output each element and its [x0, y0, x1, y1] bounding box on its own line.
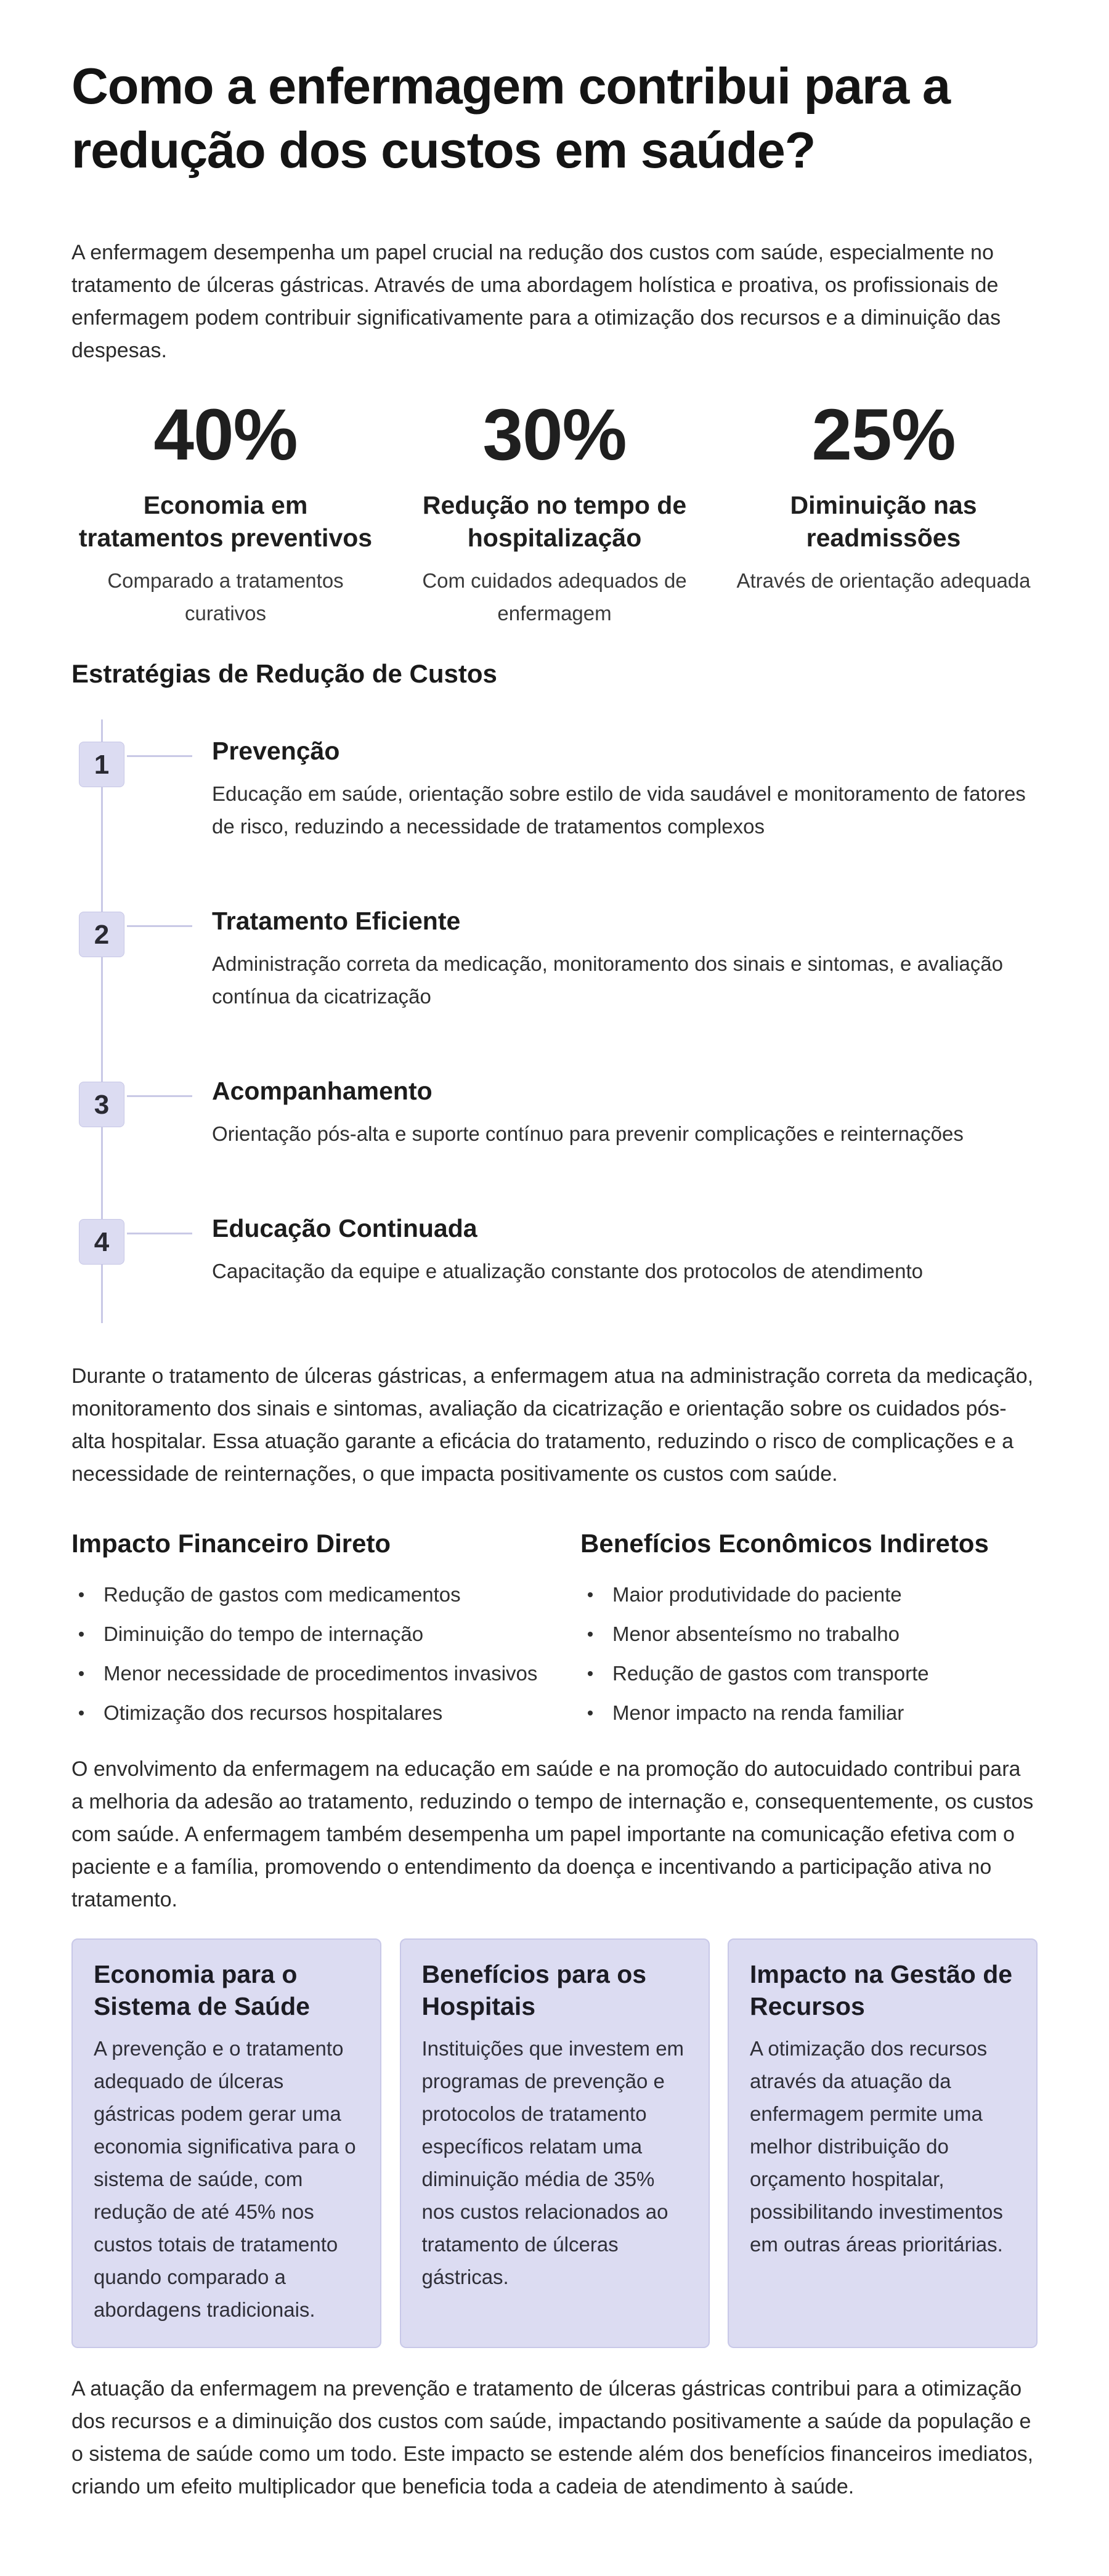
education-paragraph: O envolvimento da enfermagem na educação em saúde e na promoção do autocuidado contribui para a melhoria da adesão ao tratamento, reduzindo o tempo de internação e, consequentemente, os custos com saúde. A enfermagem também desempenha um papel importante na comunicação efetiva com o paciente e a família, promovendo o entendimento da doença e incentivando a participação ativa no tratamento. [71, 1757, 1034, 1911]
column-heading: Benefícios Econômicos Indiretos [580, 1529, 989, 1558]
card-text: Instituições que investem em programas de prevenção e protocolos de tratamento específicos relatam uma diminuição média de 35% nos custos relacionados ao tratamento de úlceras gástricas. [421, 2037, 684, 2288]
stat-value: 30% [482, 394, 627, 476]
step-connector [127, 1095, 192, 1097]
bullet-list [71, 1578, 580, 1729]
closing-paragraph: A atuação da enfermagem na prevenção e tratamento de úlceras gástricas contribui para a otimização dos recursos e a diminuição dos custos com saúde, impactando positivamente a saúde da população e o sistema de saúde como um todo. Este impacto se estende além dos benefícios financeiros imediatos, criando um efeito multiplicador que beneficia toda a cadeia de atendimento à saúde. [71, 2377, 1034, 2498]
step-connector [127, 925, 192, 927]
direct-impact-column [71, 1526, 580, 1736]
stat-hospitalization [400, 392, 709, 630]
step-description: Capacitação da equipe e atualização constante dos protocolos de atendimento [212, 1260, 923, 1282]
card-hospital-benefits [400, 1938, 710, 2348]
step-description: Educação em saúde, orientação sobre estilo de vida saudável e monitoramento de fatores de risco, reduzindo a necessidade de tratamentos complexos [212, 782, 1026, 838]
step-number-badge: 1 [79, 742, 124, 787]
card-text: A prevenção e o tratamento adequado de úlceras gástricas podem gerar uma economia significativa para o sistema de saúde, com redução de até 45% nos custos totais de tratamento quando comparado a abordagens tradicionais. [94, 2037, 356, 2321]
step-number-badge: 4 [79, 1219, 124, 1265]
card-title: Benefícios para os Hospitais [421, 1960, 647, 2020]
list-item: Redução de gastos com transporte [580, 1657, 1038, 1690]
step-title: Educação Continuada [212, 1214, 477, 1242]
step-connector [127, 755, 192, 757]
strategies-heading: Estratégias de Redução de Custos [71, 659, 497, 688]
card-health-system-savings [71, 1938, 381, 2348]
indirect-benefits-column [580, 1526, 1038, 1736]
card-text: A otimização dos recursos através da atuação da enfermagem permite uma melhor distribuição do orçamento hospitalar, possibilitando investimentos em outras áreas prioritárias. [750, 2037, 1003, 2256]
step-number-badge: 3 [79, 1082, 124, 1127]
page-title: Como a enfermagem contribui para a redução dos custos em saúde? [71, 57, 950, 179]
list-item: Menor absenteísmo no trabalho [580, 1618, 1038, 1650]
step-content [212, 1075, 1031, 1150]
stat-subtitle: Comparado a tratamentos curativos [107, 569, 344, 625]
list-item: Maior produtividade do paciente [580, 1578, 1038, 1611]
card-title: Impacto na Gestão de Recursos [750, 1960, 1013, 2020]
stat-value: 40% [153, 394, 298, 476]
stats-row [71, 392, 1038, 630]
step-number-badge: 2 [79, 912, 124, 957]
step-description: Administração correta da medicação, monitoramento dos sinais e sintomas, e avaliação contínua da cicatrização [212, 952, 1003, 1008]
step-connector [127, 1233, 192, 1234]
card-title: Economia para o Sistema de Saúde [94, 1960, 310, 2020]
bullet-list [580, 1578, 1038, 1729]
stat-subtitle: Com cuidados adequados de enfermagem [422, 569, 687, 625]
step-content [212, 905, 1031, 1013]
step-title: Acompanhamento [212, 1077, 433, 1105]
impact-columns [71, 1526, 1038, 1736]
cards-row [71, 1938, 1038, 2348]
stat-readmissions [729, 392, 1038, 630]
stat-subtitle: Através de orientação adequada [736, 569, 1031, 592]
step-content [212, 735, 1031, 843]
step-content [212, 1213, 1031, 1287]
step-description: Orientação pós-alta e suporte contínuo para prevenir complicações e reinternações [212, 1122, 964, 1145]
intro-paragraph: A enfermagem desempenha um papel crucial na redução dos custos com saúde, especialmente no tratamento de úlceras gástricas. Através de uma abordagem holística e proativa, os profissionais de enfermagem podem contribuir significativamente para a otimização dos recursos e a diminuição das despesas. [71, 241, 1001, 362]
column-heading: Impacto Financeiro Direto [71, 1529, 391, 1558]
stat-title: Redução no tempo de hospitalização [422, 491, 687, 552]
list-item: Otimização dos recursos hospitalares [71, 1696, 580, 1729]
stat-value: 25% [811, 394, 956, 476]
list-item: Menor necessidade de procedimentos invasivos [71, 1657, 580, 1690]
card-resource-management [728, 1938, 1038, 2348]
stat-title: Economia em tratamentos preventivos [78, 491, 373, 552]
step-title: Prevenção [212, 737, 340, 765]
treatment-paragraph: Durante o tratamento de úlceras gástricas, a enfermagem atua na administração correta da medicação, monitoramento dos sinais e sintomas, avaliação da cicatrização e orientação sobre os cuidados pós-alta hospitalar. Essa atuação garante a eficácia do tratamento, reduzindo o risco de complicações e a necessidade de reinternações, o que impacta positivamente os custos com saúde. [71, 1364, 1034, 1486]
list-item: Redução de gastos com medicamentos [71, 1578, 580, 1611]
stat-title: Diminuição nas readmissões [790, 491, 977, 552]
stat-preventive [71, 392, 380, 630]
list-item: Menor impacto na renda familiar [580, 1696, 1038, 1729]
step-title: Tratamento Eficiente [212, 907, 461, 935]
strategies-timeline [71, 719, 1038, 1323]
list-item: Diminuição do tempo de internação [71, 1618, 580, 1650]
